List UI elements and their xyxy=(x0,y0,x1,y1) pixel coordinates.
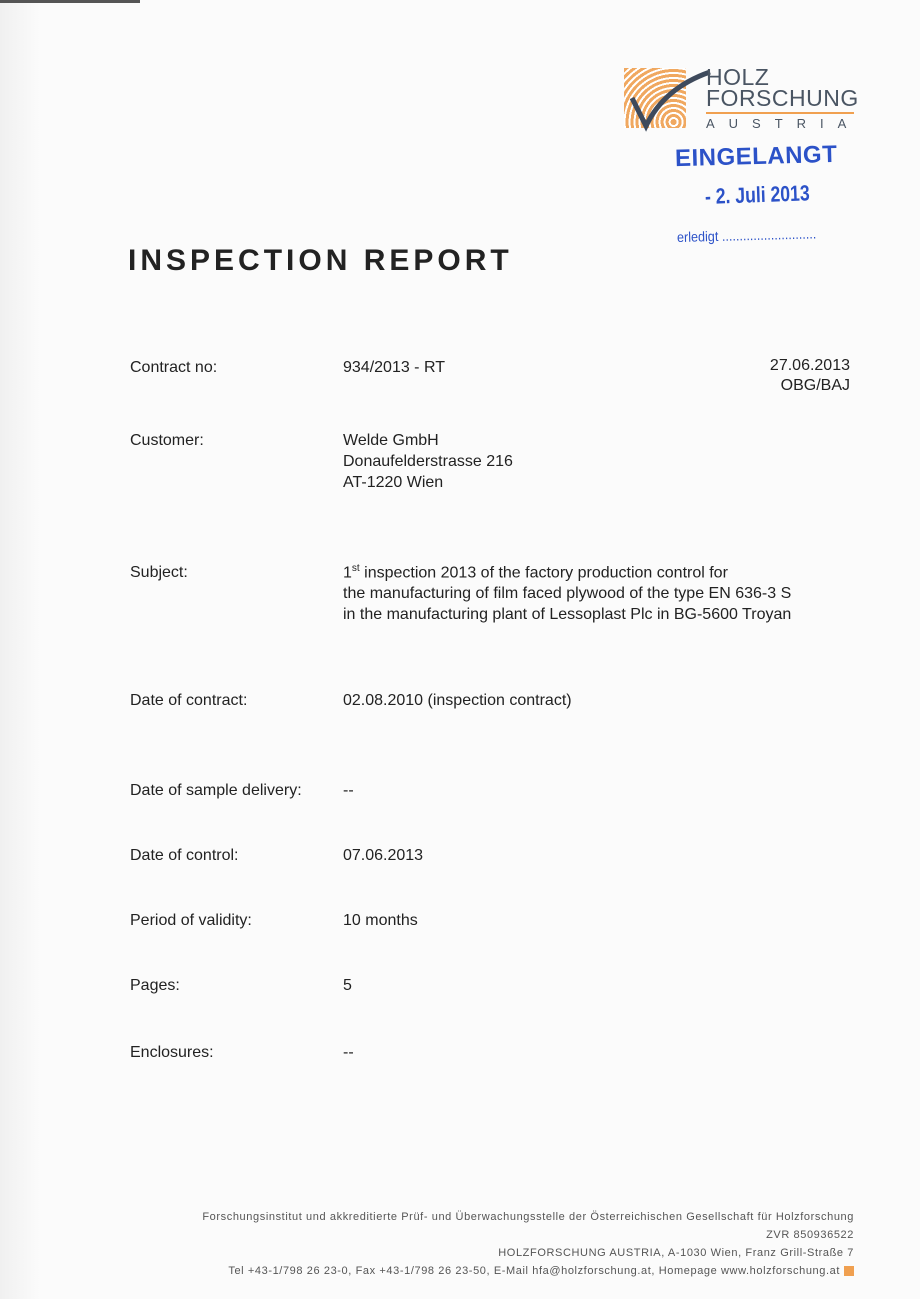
footer-line: ZVR 850936522 xyxy=(766,1229,854,1241)
contract-no-label: Contract no: xyxy=(130,359,218,376)
page-title: INSPECTION REPORT xyxy=(128,244,513,277)
brand-square-icon xyxy=(844,1266,854,1276)
date-of-control-label: Date of control: xyxy=(130,847,239,864)
footer-contact: Tel +43-1/798 26 23-0, Fax +43-1/798 26 23-50, E-Mail hfa@holzforschung.at, Homepage www.holzforschung.at xyxy=(228,1265,840,1277)
customer-city: AT-1220 Wien xyxy=(343,474,444,491)
scan-line xyxy=(0,0,140,3)
subject-line: inspection 2013 of the factory production control for xyxy=(359,564,728,582)
logo-mark-icon xyxy=(624,68,686,128)
subject-ordinal-suffix: st xyxy=(351,563,360,574)
customer-name: Welde GmbH xyxy=(343,432,439,449)
date-of-contract-value: 02.08.2010 (inspection contract) xyxy=(343,692,572,709)
date-of-contract-label: Date of contract: xyxy=(130,692,248,709)
sample-delivery-value: -- xyxy=(343,782,354,799)
stamp-done: erledigt ........................... xyxy=(676,225,817,245)
subject-value xyxy=(343,558,791,625)
customer-label: Customer: xyxy=(130,432,204,449)
footer xyxy=(202,1208,854,1280)
customer-street: Donaufelderstrasse 216 xyxy=(343,453,513,470)
subject-line: the manufacturing of film faced plywood of the type EN 636-3 S xyxy=(343,585,792,603)
enclosures-value: -- xyxy=(343,1044,354,1061)
subject-ordinal: 1 xyxy=(343,564,352,582)
holzforschung-logo xyxy=(624,66,864,136)
pages-value: 5 xyxy=(343,977,352,994)
sample-delivery-label: Date of sample delivery: xyxy=(130,782,302,799)
subject-label: Subject: xyxy=(130,564,188,581)
logo-text: AUSTRIA xyxy=(706,116,861,131)
subject-line: in the manufacturing plant of Lessoplast Plc in BG-5600 Troyan xyxy=(343,606,792,624)
enclosures-label: Enclosures: xyxy=(130,1044,214,1061)
report-ref: OBG/BAJ xyxy=(780,377,850,394)
footer-line: Forschungsinstitut und akkreditierte Prüf- und Überwachungsstelle der Österreichischen Gesellschaft für Holzforschung xyxy=(202,1211,854,1223)
received-stamp: EINGELANGT xyxy=(674,140,838,173)
logo-text: HOLZ xyxy=(706,64,770,90)
scan-edge xyxy=(0,0,40,1299)
contract-no-value: 934/2013 - RT xyxy=(343,359,445,376)
logo-divider xyxy=(706,112,854,114)
header-right xyxy=(770,356,850,396)
report-date: 27.06.2013 xyxy=(769,357,850,374)
validity-value: 10 months xyxy=(343,912,418,929)
footer-line: HOLZFORSCHUNG AUSTRIA, A-1030 Wien, Franz Grill-Straße 7 xyxy=(498,1247,854,1259)
validity-label: Period of validity: xyxy=(130,912,252,929)
customer-address xyxy=(343,430,513,493)
pages-label: Pages: xyxy=(130,977,180,994)
received-stamp-date: - 2. Juli 2013 xyxy=(704,180,811,209)
logo-text: FORSCHUNG xyxy=(706,85,859,111)
date-of-control-value: 07.06.2013 xyxy=(343,847,424,864)
